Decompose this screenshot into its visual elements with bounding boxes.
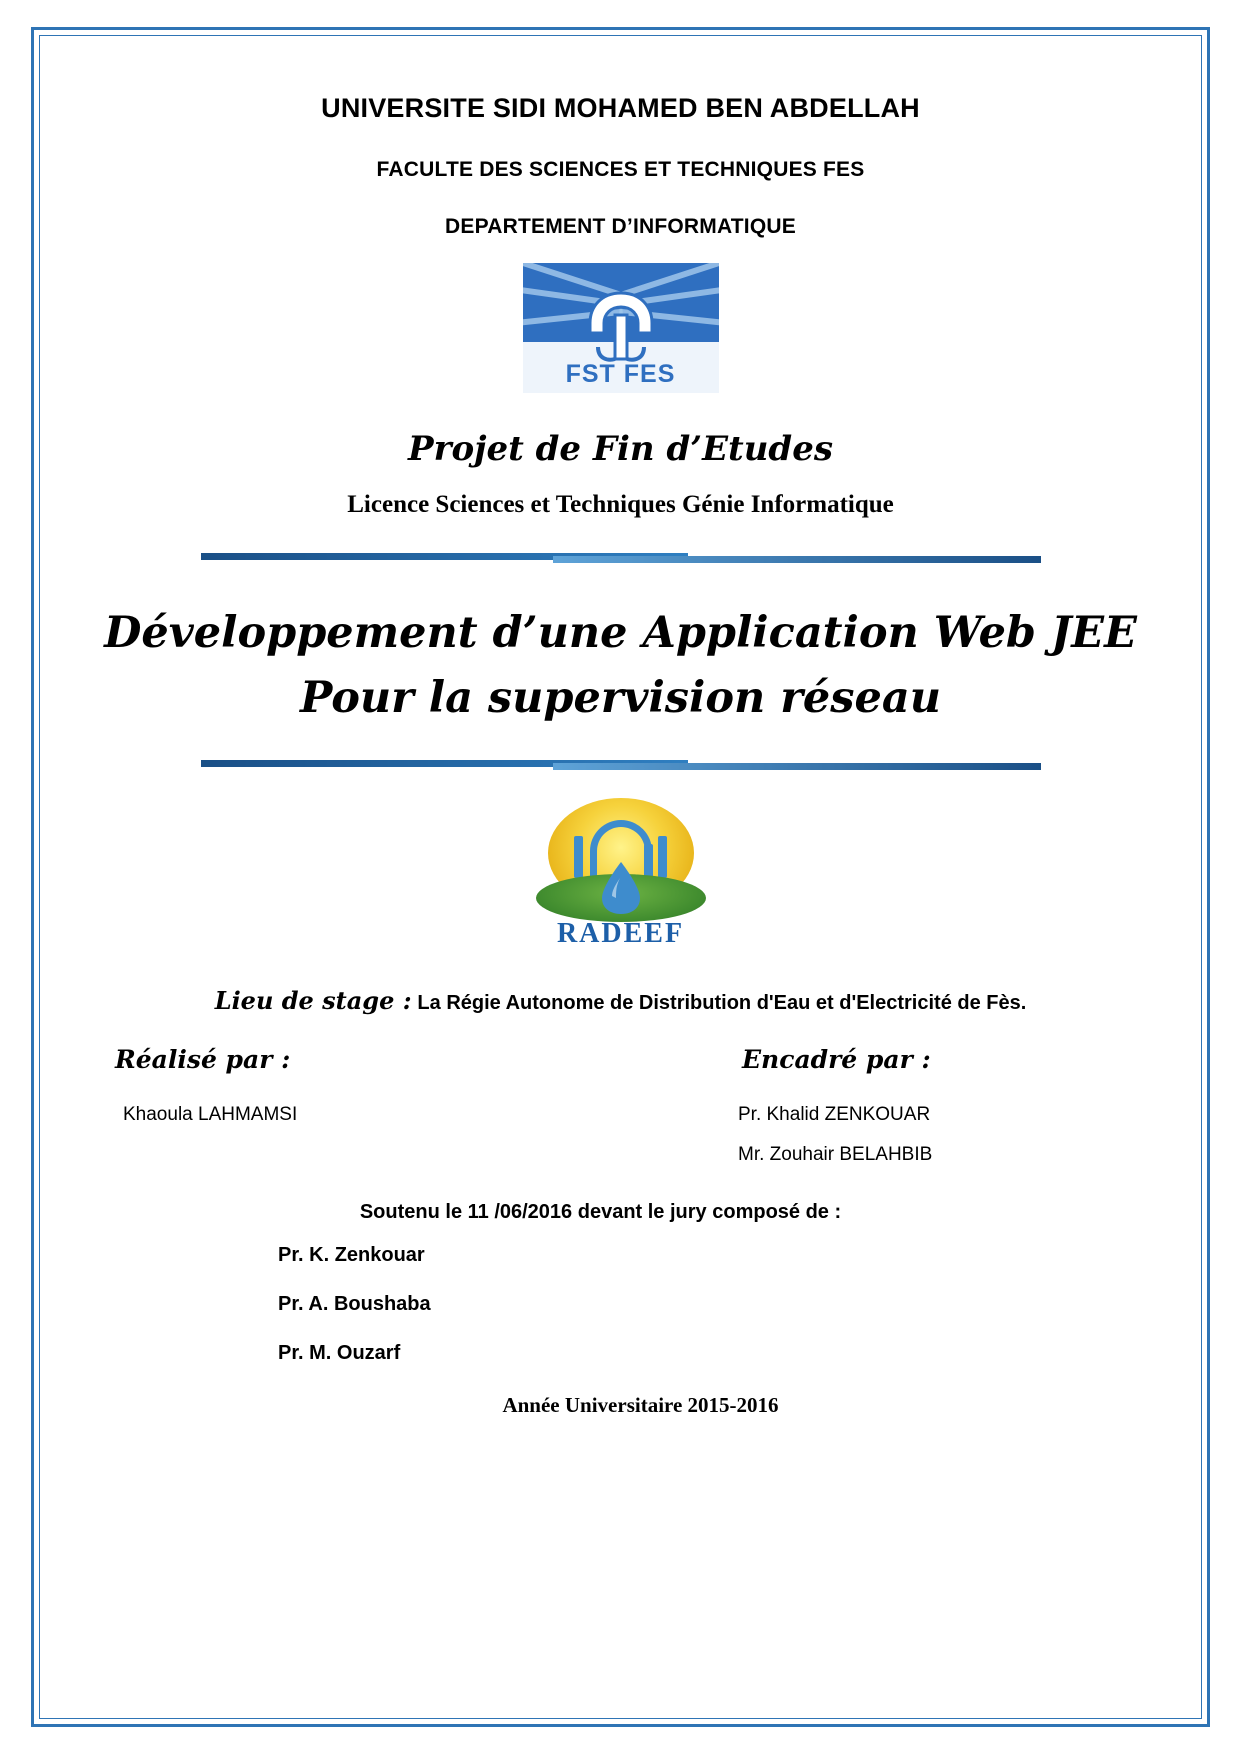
department-name: DEPARTEMENT D’INFORMATIQUE	[445, 215, 796, 238]
fst-logo-container	[60, 263, 1181, 393]
thesis-title-line-2: Pour la supervision réseau	[300, 672, 941, 723]
degree-name: Licence Sciences et Techniques Génie Informatique	[347, 491, 894, 518]
people-section	[60, 1045, 1181, 1195]
radeef-logo-label: RADEEF	[556, 918, 685, 949]
internship-place	[60, 986, 1181, 1015]
supervisor-name-2: Mr. Zouhair BELAHBIB	[738, 1144, 933, 1165]
divider-bottom	[201, 760, 1041, 770]
supervisors-column	[720, 1045, 1140, 1166]
project-kind: Projet de Fin d’Etudes	[408, 429, 833, 469]
jury-list	[60, 1244, 1181, 1365]
jury-member: Pr. K. Zenkouar	[278, 1244, 425, 1266]
jury-member: Pr. M. Ouzarf	[278, 1342, 401, 1364]
fst-emblem-icon	[578, 289, 664, 365]
divider-top	[201, 553, 1041, 563]
water-drop-icon	[596, 860, 646, 916]
authors-column	[115, 1045, 545, 1126]
divider-top-right-bar	[553, 556, 1040, 563]
defense-heading: Soutenu le 11 /06/2016 devant le jury composé de :	[359, 1201, 842, 1223]
cover-page-content	[60, 55, 1181, 1699]
internship-value: La Régie Autonome de Distribution d'Eau et d'Electricité de Fès.	[417, 992, 1027, 1014]
fst-logo-label: FST FES	[565, 360, 676, 388]
fst-fes-logo-icon	[523, 263, 719, 393]
radeef-logo-icon	[530, 798, 712, 950]
academic-year: Année Universitaire 2015-2016	[502, 1393, 779, 1417]
author-name: Khaoula LAHMAMSI	[123, 1104, 298, 1125]
authors-heading: Réalisé par :	[115, 1045, 291, 1074]
university-name: UNIVERSITE SIDI MOHAMED BEN ABDELLAH	[321, 93, 920, 123]
radeef-pillar-left	[574, 836, 583, 878]
thesis-title-line-1: Développement d’une Application Web JEE	[104, 608, 1137, 658]
supervisors-heading: Encadré par :	[742, 1045, 931, 1074]
thesis-title	[60, 601, 1181, 730]
radeef-logo-container	[60, 798, 1181, 950]
internship-label: Lieu de stage :	[214, 986, 412, 1015]
supervisor-name-1: Pr. Khalid ZENKOUAR	[738, 1104, 931, 1125]
radeef-pillar-right	[658, 836, 667, 878]
faculty-name: FACULTE DES SCIENCES ET TECHNIQUES FES	[376, 158, 865, 181]
jury-member: Pr. A. Boushaba	[278, 1293, 431, 1315]
divider-bottom-right-bar	[553, 763, 1040, 770]
